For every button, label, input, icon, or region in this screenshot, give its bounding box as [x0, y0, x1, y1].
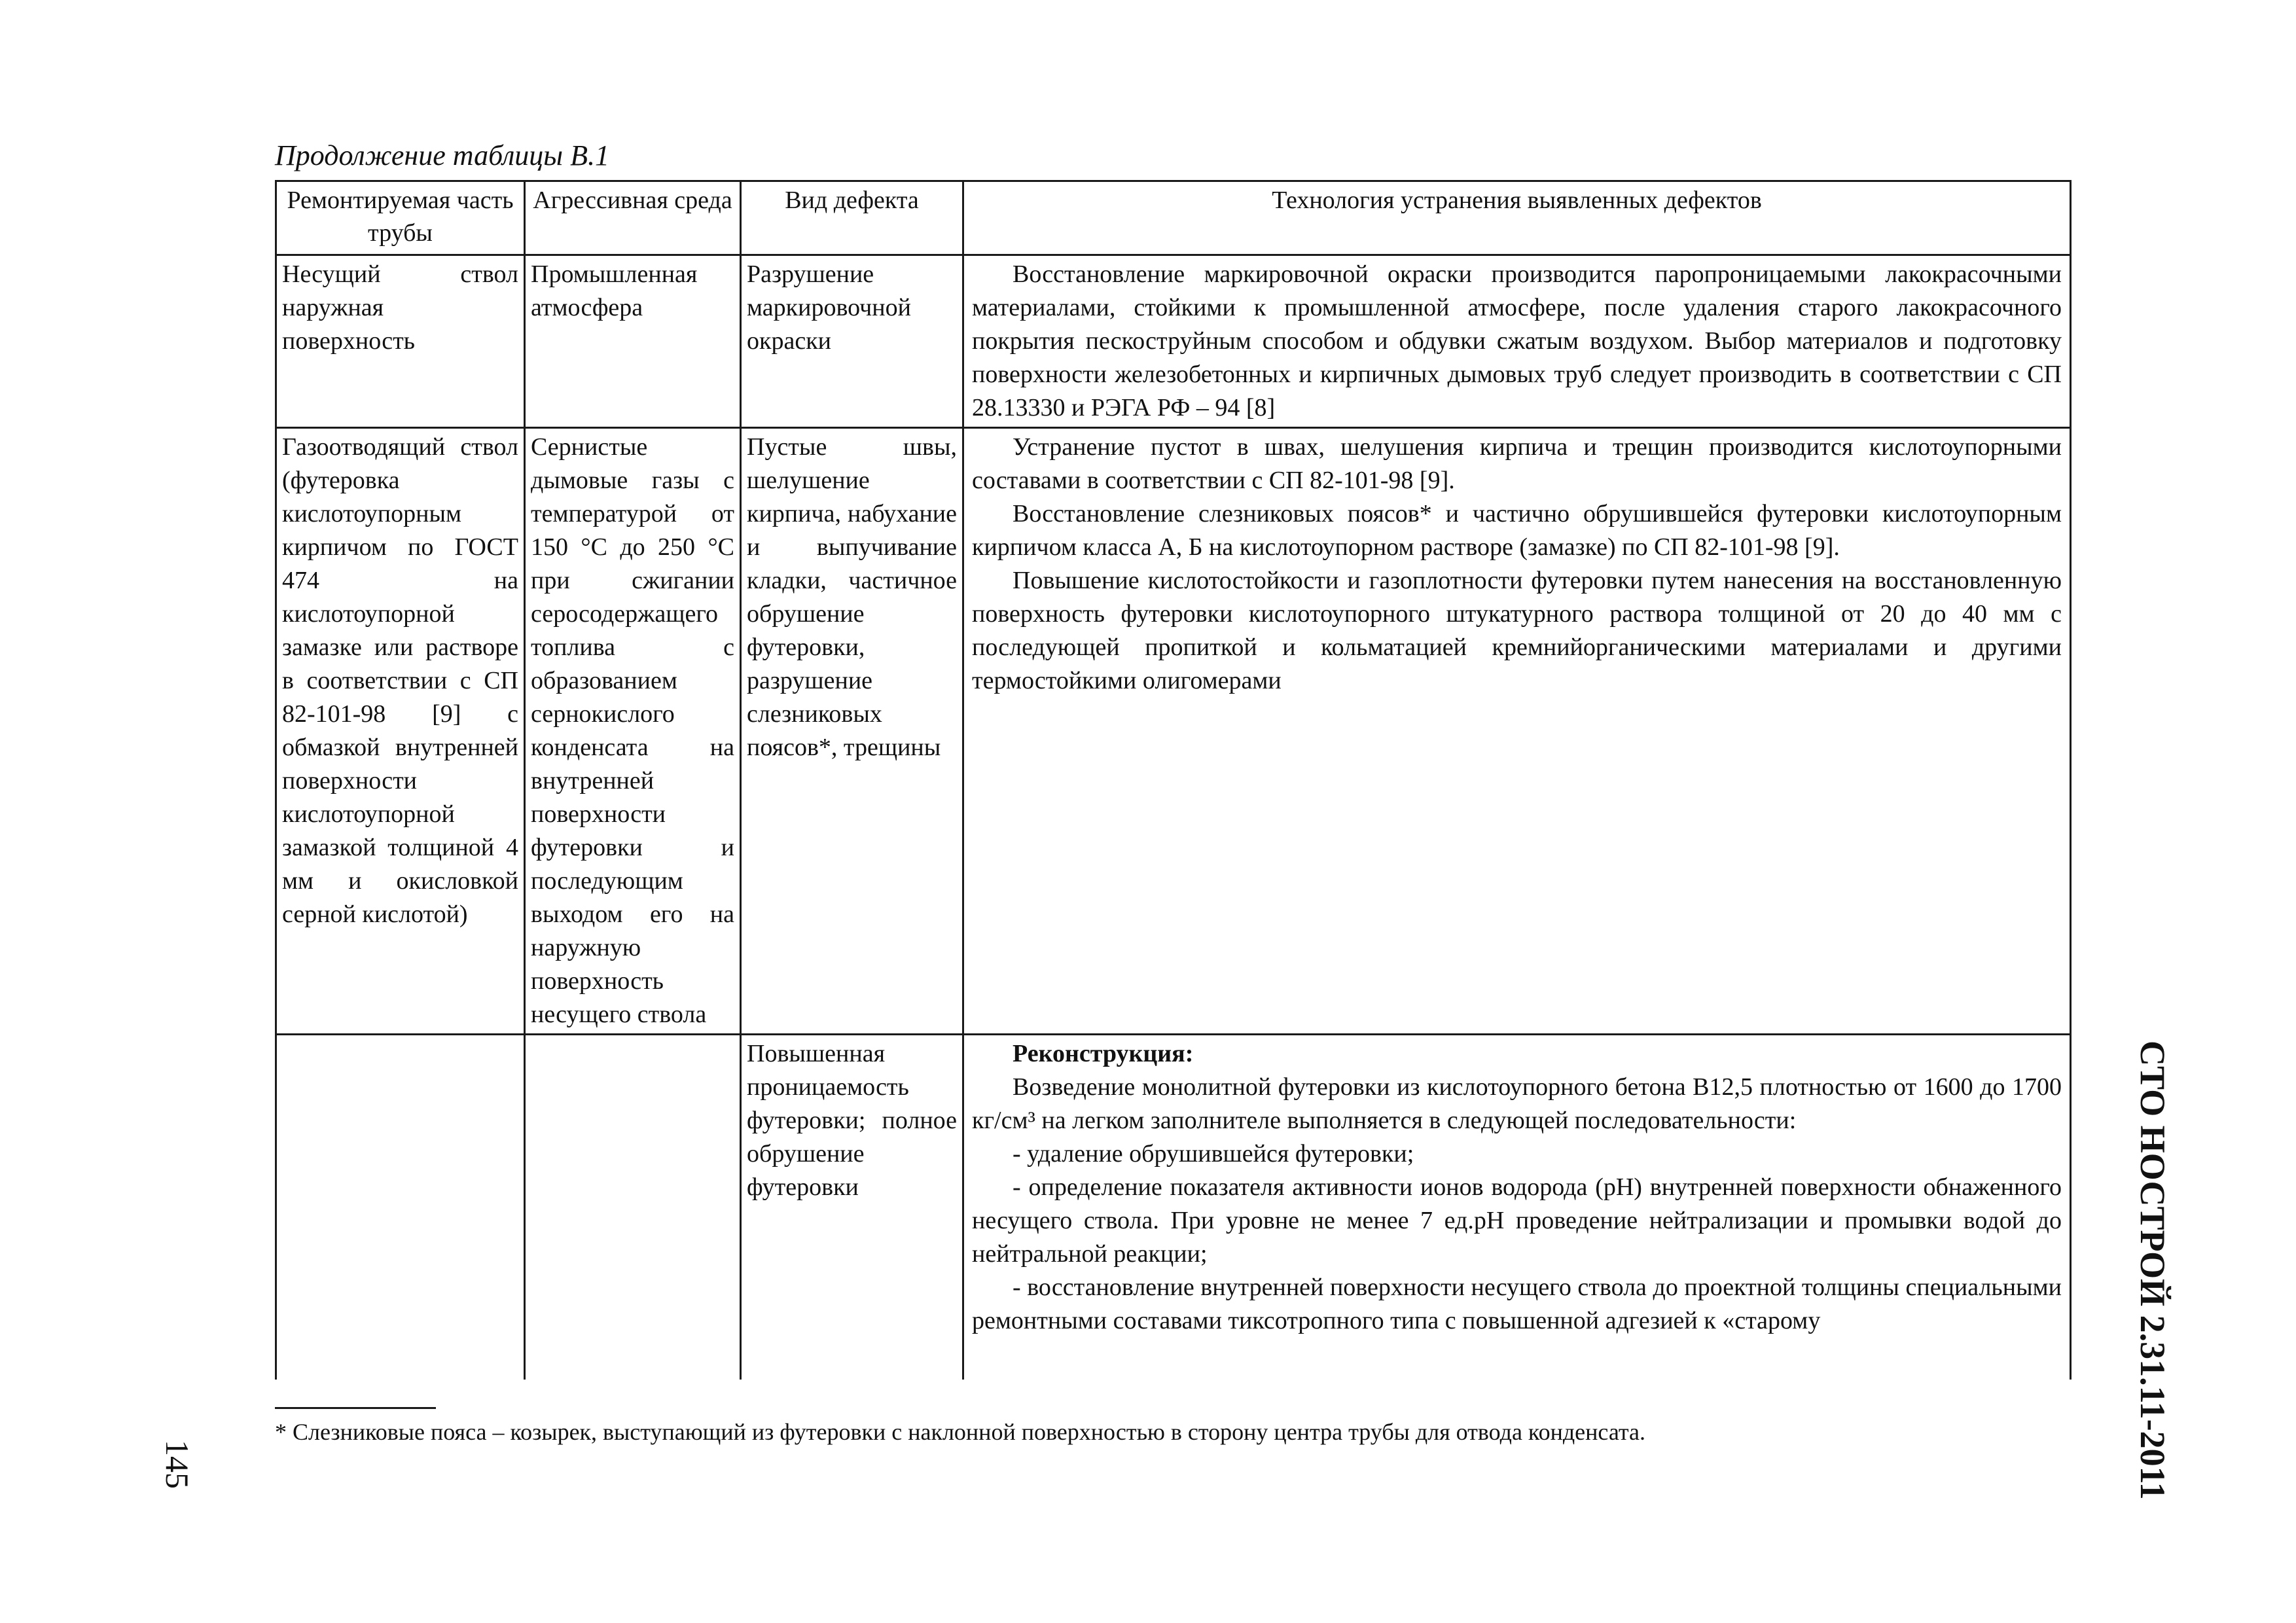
- table-row: [276, 255, 2071, 428]
- cell-technology: [963, 255, 2071, 428]
- header-environment: Агрессивная среда: [525, 181, 741, 255]
- cell-part: Несущий ствол наружная поверхность: [276, 255, 525, 428]
- table-caption: Продолжение таблицы В.1: [275, 139, 609, 171]
- tech-paragraph: Повышение кислотостойкости и газоплотности футеровки путем нанесения на восстановленную поверхность футеровки кислотоупорного штукатурного раствора толщиной от 20 до 40 мм с последующей пропиткой и кольматацией кремнийорганическими материалами и другими термостойкими олигомерами: [972, 567, 2062, 694]
- tech-heading: Реконструкция:: [1013, 1040, 1194, 1067]
- tech-paragraph: - определение показателя активности ионов водорода (pH) внутренней поверхности обнаженного несущего ствола. При уровне не менее 7 ед.pH проведение нейтрализации и промывки водой до нейтральной реакции;: [972, 1173, 2062, 1268]
- cell-technology: [963, 1035, 2071, 1380]
- tech-paragraph: Восстановление слезниковых поясов* и частично обрушившейся футеровки кислотоупорным кирпичом класса А, Б на кислотоупорном растворе (замазке) по СП 82-101-98 [9].: [972, 500, 2062, 561]
- tech-paragraph: Восстановление маркировочной окраски производится паропроницаемыми лакокрасочными материалами, стойкими к промышленной атмосфере, после удаления старого лакокрасочного покрытия пескоструйным способом и обдувки сжатым воздухом. Выбор материалов и подготовку поверхности железобетонных и кирпичных дымовых труб следует производить в соответствии с СП 28.13330 и РЭГА РФ – 94 [8]: [972, 260, 2062, 421]
- tech-paragraph: - удаление обрушившейся футеровки;: [1013, 1140, 1414, 1168]
- cell-technology: [963, 428, 2071, 1035]
- footnote-divider: [275, 1407, 436, 1409]
- footnote: * Слезниковые пояса – козырек, выступающий из футеровки с наклонной поверхностью в сторону центра трубы для отвода конденсата.: [275, 1419, 1646, 1445]
- cell-defect: Разрушение маркировочной окраски: [741, 255, 963, 428]
- page-number: 145: [159, 1440, 196, 1489]
- table-row: [276, 1035, 2071, 1380]
- document-code: СТО НОСТРОЙ 2.31.11-2011: [2133, 1041, 2172, 1500]
- cell-environment: [525, 1035, 741, 1380]
- defects-table: [275, 180, 2072, 1380]
- cell-environment: Промышленная атмосфера: [525, 255, 741, 428]
- header-technology: Технология устранения выявленных дефектов: [963, 181, 2071, 255]
- header-defect: Вид дефекта: [741, 181, 963, 255]
- tech-paragraph: Устранение пустот в швах, шелушения кирпича и трещин производится кислотоупорными составами в соответствии с СП 82-101-98 [9].: [972, 433, 2062, 494]
- table-header-row: [276, 181, 2071, 255]
- cell-defect: Пустые швы, шелушение кирпича, набухание и выпучивание кладки, частичное обрушение футеровки, разрушение слезниковых поясов*, трещины: [741, 428, 963, 1035]
- cell-part: [276, 1035, 525, 1380]
- header-part: Ремонтируемая часть трубы: [276, 181, 525, 255]
- cell-defect: Повышенная проницаемость футеровки; полное обрушение футеровки: [741, 1035, 963, 1380]
- tech-paragraph: Возведение монолитной футеровки из кислотоупорного бетона В12,5 плотностью от 1600 до 1700 кг/см³ на легком заполнителе выполняется в следующей последовательности:: [972, 1073, 2062, 1134]
- cell-environment: Сернистые дымовые газы с температурой от 150 °С до 250 °С при сжигании серосодержащего топлива с образованием сернокислого конденсата на внутренней поверхности футеровки и последующим выходом его на наружную поверхность несущего ствола: [525, 428, 741, 1035]
- cell-part: Газоотводящий ствол (футеровка кислотоупорным кирпичом по ГОСТ 474 на кислотоупорной замазке или растворе в соответствии с СП 82-101-98 [9] с обмазкой внутренней поверхности кислотоупорной замазкой толщиной 4 мм и окисловкой серной кислотой): [276, 428, 525, 1035]
- table-row: [276, 428, 2071, 1035]
- tech-paragraph: - восстановление внутренней поверхности несущего ствола до проектной толщины специальными ремонтными составами тиксотропного типа с повышенной адгезией к «старому: [972, 1274, 2062, 1334]
